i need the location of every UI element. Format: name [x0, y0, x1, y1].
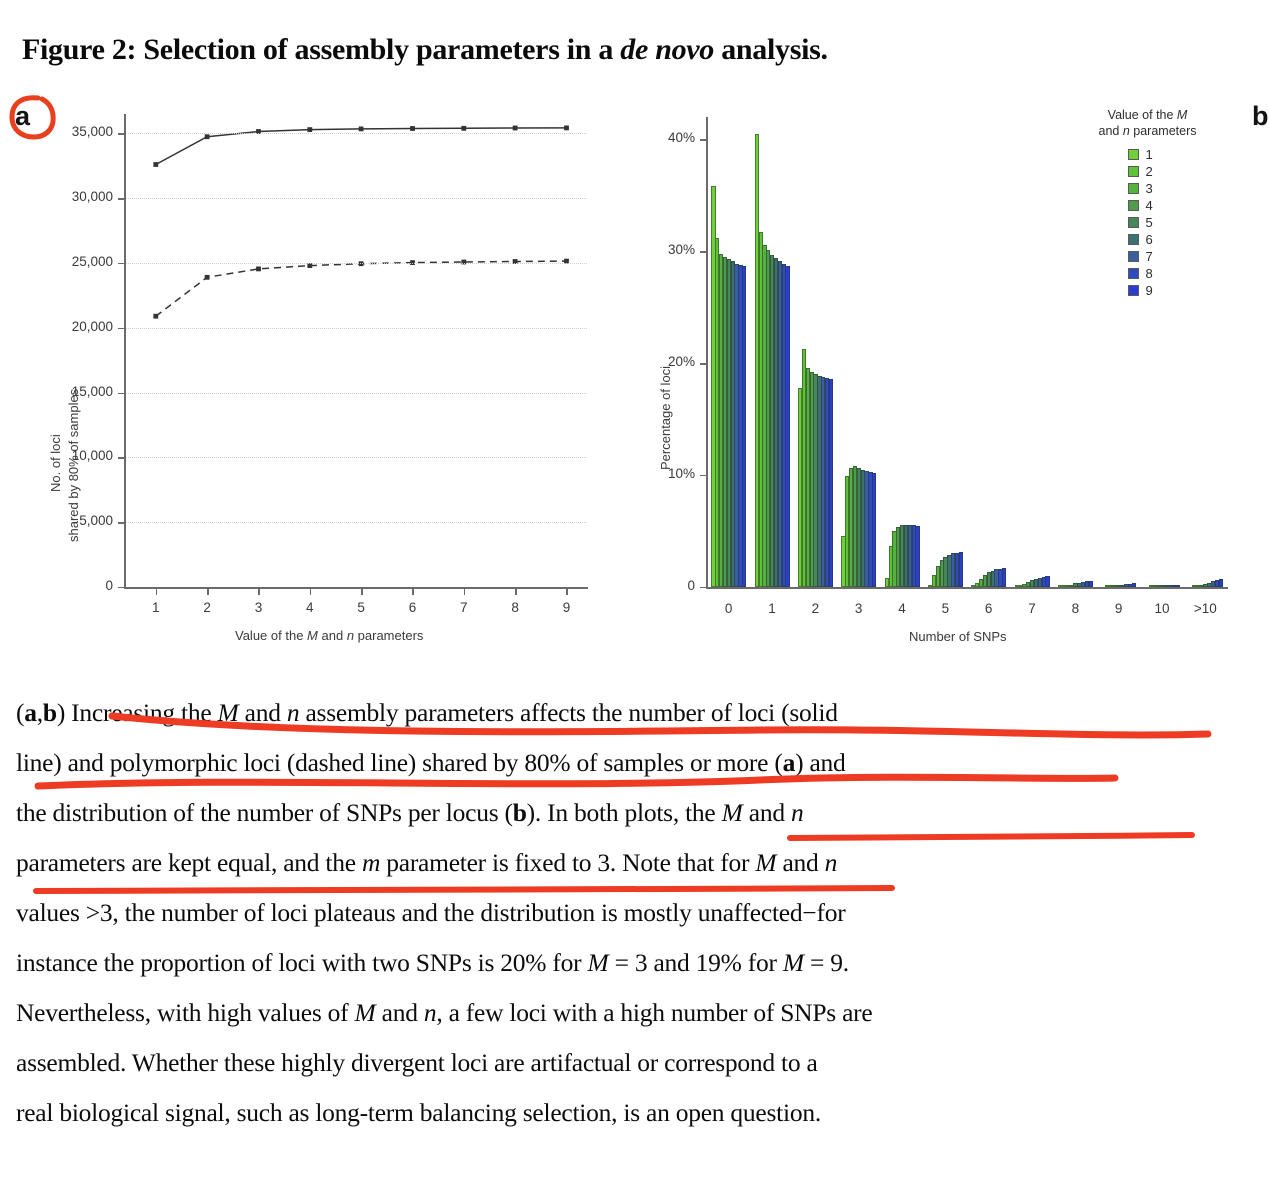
panel-a-ytick-label: 20,000 — [71, 318, 113, 334]
panel-a-gridline — [125, 198, 587, 199]
caption-line: the distribution of the number of SNPs per locus (b). In both plots, the M and n — [16, 798, 804, 827]
legend-item-label: 5 — [1145, 215, 1153, 230]
panel-a-data-point — [359, 127, 364, 132]
legend-item[interactable] — [1075, 146, 1220, 163]
panel-b-xtick-label: 5 — [941, 601, 950, 616]
figure-title-suffix: analysis. — [714, 33, 828, 66]
figure-title-prefix: Figure 2: Selection of assembly parameters in a — [22, 33, 621, 66]
legend-item-label: 1 — [1145, 147, 1153, 162]
panel-a-xtick — [464, 587, 465, 595]
panel-a-ytick-label: 25,000 — [71, 254, 113, 270]
figure-title — [22, 33, 1202, 67]
panel-a-data-point — [564, 126, 569, 131]
panel-a-data-point — [513, 126, 518, 131]
panel-a-data-point — [153, 314, 158, 319]
panel-b-xtick-label: 9 — [1114, 601, 1123, 616]
panel-a-ytick-label: 5,000 — [79, 513, 113, 529]
panel-b-xtick-label: 3 — [854, 601, 863, 616]
panel-a-xtick-label: 4 — [306, 600, 314, 615]
legend-item[interactable] — [1075, 282, 1220, 299]
panel-a-data-point — [461, 126, 466, 131]
panel-b-xtick-label: 6 — [984, 601, 993, 616]
bar — [915, 526, 919, 587]
panel-a-xtick-label: 8 — [511, 600, 519, 615]
bar — [1002, 568, 1006, 587]
panel-a-data-point — [410, 126, 415, 131]
bar — [742, 266, 746, 587]
panel-a-gridline — [125, 393, 587, 394]
panel-a-plot-area — [125, 114, 587, 587]
legend-item[interactable] — [1075, 214, 1220, 231]
panel-a-ytick-label: 0 — [105, 578, 113, 593]
panel-b — [620, 92, 1269, 662]
panel-b-xtick-label: 7 — [1028, 601, 1036, 616]
legend-item[interactable] — [1075, 231, 1220, 248]
panel-a-xtick-label: 7 — [460, 600, 468, 615]
figure-image — [0, 92, 1269, 662]
panel-b-xtick-label: 10 — [1154, 601, 1170, 616]
panel-a-data-point — [205, 134, 210, 139]
panel-a-gridline — [125, 457, 587, 458]
panel-b-ytick-label: 20% — [667, 354, 695, 370]
panel-a-data-point — [256, 267, 261, 272]
legend-color-swatch — [1128, 183, 1139, 194]
panel-a-ytick-label: 15,000 — [71, 383, 113, 399]
bar — [829, 379, 833, 587]
caption-line: values >3, the number of loci plateaus and the distribution is mostly unaffected−for — [16, 898, 846, 927]
legend-color-swatch — [1128, 285, 1139, 296]
panel-a-xtick-label: 5 — [357, 600, 365, 615]
caption-line: real biological signal, such as long-term balancing selection, is an open question. — [16, 1098, 821, 1127]
panel-a-xtick — [361, 587, 362, 595]
panel-b-y-axis — [706, 117, 708, 587]
legend-item[interactable] — [1075, 197, 1220, 214]
panel-b-xtick-label: 4 — [898, 601, 906, 616]
panel-a-data-point — [307, 127, 312, 132]
panel-a-xtick — [412, 587, 413, 595]
panel-b-x-axis — [706, 587, 1228, 589]
panel-b-ytick-label: 0 — [687, 578, 695, 593]
panel-a-xtick — [207, 587, 208, 595]
bar — [785, 266, 789, 587]
panel-b-xtick-label: 2 — [811, 601, 820, 616]
panel-a-ytick-label: 35,000 — [71, 124, 113, 140]
panel-a-series-line-2 — [156, 261, 567, 316]
panel-a-xtick-label: 3 — [254, 600, 263, 615]
panel-a-ytick-label: 30,000 — [71, 189, 113, 205]
panel-a-xtick — [156, 587, 157, 595]
panel-a-xtick-label: 9 — [562, 600, 571, 615]
legend-item-label: 4 — [1145, 198, 1153, 213]
legend-color-swatch — [1128, 166, 1139, 177]
legend-color-swatch — [1128, 234, 1139, 245]
legend-color-swatch — [1128, 200, 1139, 211]
legend-item-label: 2 — [1145, 164, 1153, 179]
bar — [1045, 576, 1049, 587]
caption-line: instance the proportion of loci with two SNPs is 20% for M = 3 and 19% for M = 9. — [16, 948, 849, 977]
legend-color-swatch — [1128, 149, 1139, 160]
caption-line: parameters are kept equal, and the m parameter is fixed to 3. Note that for M and n — [16, 848, 838, 877]
panel-b-letter: b — [1252, 101, 1269, 131]
legend-item-label: 7 — [1145, 249, 1153, 264]
panel-b-xtick-label: >10 — [1193, 601, 1217, 616]
panel-b-ylabel: Percentage of loci — [658, 365, 673, 470]
panel-a-ylabel-line2: shared by 80% of samples — [66, 388, 81, 542]
panel-a-xtick — [258, 587, 259, 595]
legend-item[interactable] — [1075, 265, 1220, 282]
panel-b-ytick-label: 10% — [667, 466, 695, 482]
panel-b-xtick-label: 8 — [1071, 601, 1080, 616]
panel-a-xtick-label: 6 — [408, 600, 417, 615]
figure-caption — [16, 688, 1212, 1138]
legend-item[interactable] — [1075, 180, 1220, 197]
panel-a-x-axis — [124, 587, 588, 589]
panel-b-ytick-label: 40% — [667, 130, 695, 146]
legend-item[interactable] — [1075, 163, 1220, 180]
panel-a-line-chart — [125, 114, 587, 587]
panel-a-gridline — [125, 263, 587, 264]
caption-line: Nevertheless, with high values of M and n, a few loci with a high number of SNPs are — [16, 998, 873, 1027]
legend-color-swatch — [1128, 251, 1139, 262]
legend-item-label: 6 — [1145, 232, 1153, 247]
legend-item-label: 8 — [1145, 266, 1153, 281]
caption-line: assembled. Whether these highly divergent loci are artifactual or correspond to a — [16, 1048, 818, 1077]
legend-item[interactable] — [1075, 248, 1220, 265]
legend-title: Value of the M and n parameters — [1098, 108, 1197, 138]
panel-a-gridline — [125, 522, 587, 523]
panel-b-ytick-label: 30% — [667, 242, 695, 258]
panel-a-ytick-label: 10,000 — [71, 448, 113, 464]
bar — [872, 473, 876, 587]
legend-item-label: 3 — [1145, 181, 1153, 196]
panel-a-letter: a — [15, 101, 31, 131]
panel-b-xtick-label: 0 — [724, 601, 733, 616]
panel-b-xtick-label: 1 — [768, 601, 776, 616]
panel-a-xlabel: Value of the M and n parameters — [235, 628, 424, 643]
legend-color-swatch — [1128, 268, 1139, 279]
panel-a-ylabel-line1: No. of loci — [48, 434, 63, 492]
panel-a-xtick — [566, 587, 567, 595]
legend — [1075, 107, 1220, 299]
panel-a-data-point — [153, 162, 158, 167]
panel-a — [0, 92, 620, 662]
caption-line: line) and polymorphic loci (dashed line) shared by 80% of samples or more (a) and — [16, 748, 846, 777]
bar — [959, 552, 963, 587]
panel-a-xtick — [310, 587, 311, 595]
caption-line: (a,b) Increasing the M and n assembly parameters affects the number of loci (solid — [16, 698, 838, 727]
panel-a-y-axis — [124, 114, 126, 587]
legend-color-swatch — [1128, 217, 1139, 228]
panel-a-gridline — [125, 328, 587, 329]
panel-a-xtick-label: 1 — [152, 600, 160, 615]
panel-a-gridline — [125, 133, 587, 134]
figure-title-italic: de novo — [620, 33, 715, 66]
bar — [1219, 579, 1223, 587]
panel-b-xlabel: Number of SNPs — [909, 629, 1007, 644]
legend-items — [1075, 146, 1220, 299]
panel-a-data-point — [205, 275, 210, 280]
panel-a-xtick — [515, 587, 516, 595]
panel-a-xtick-label: 2 — [203, 600, 211, 615]
legend-item-label: 9 — [1145, 283, 1153, 298]
